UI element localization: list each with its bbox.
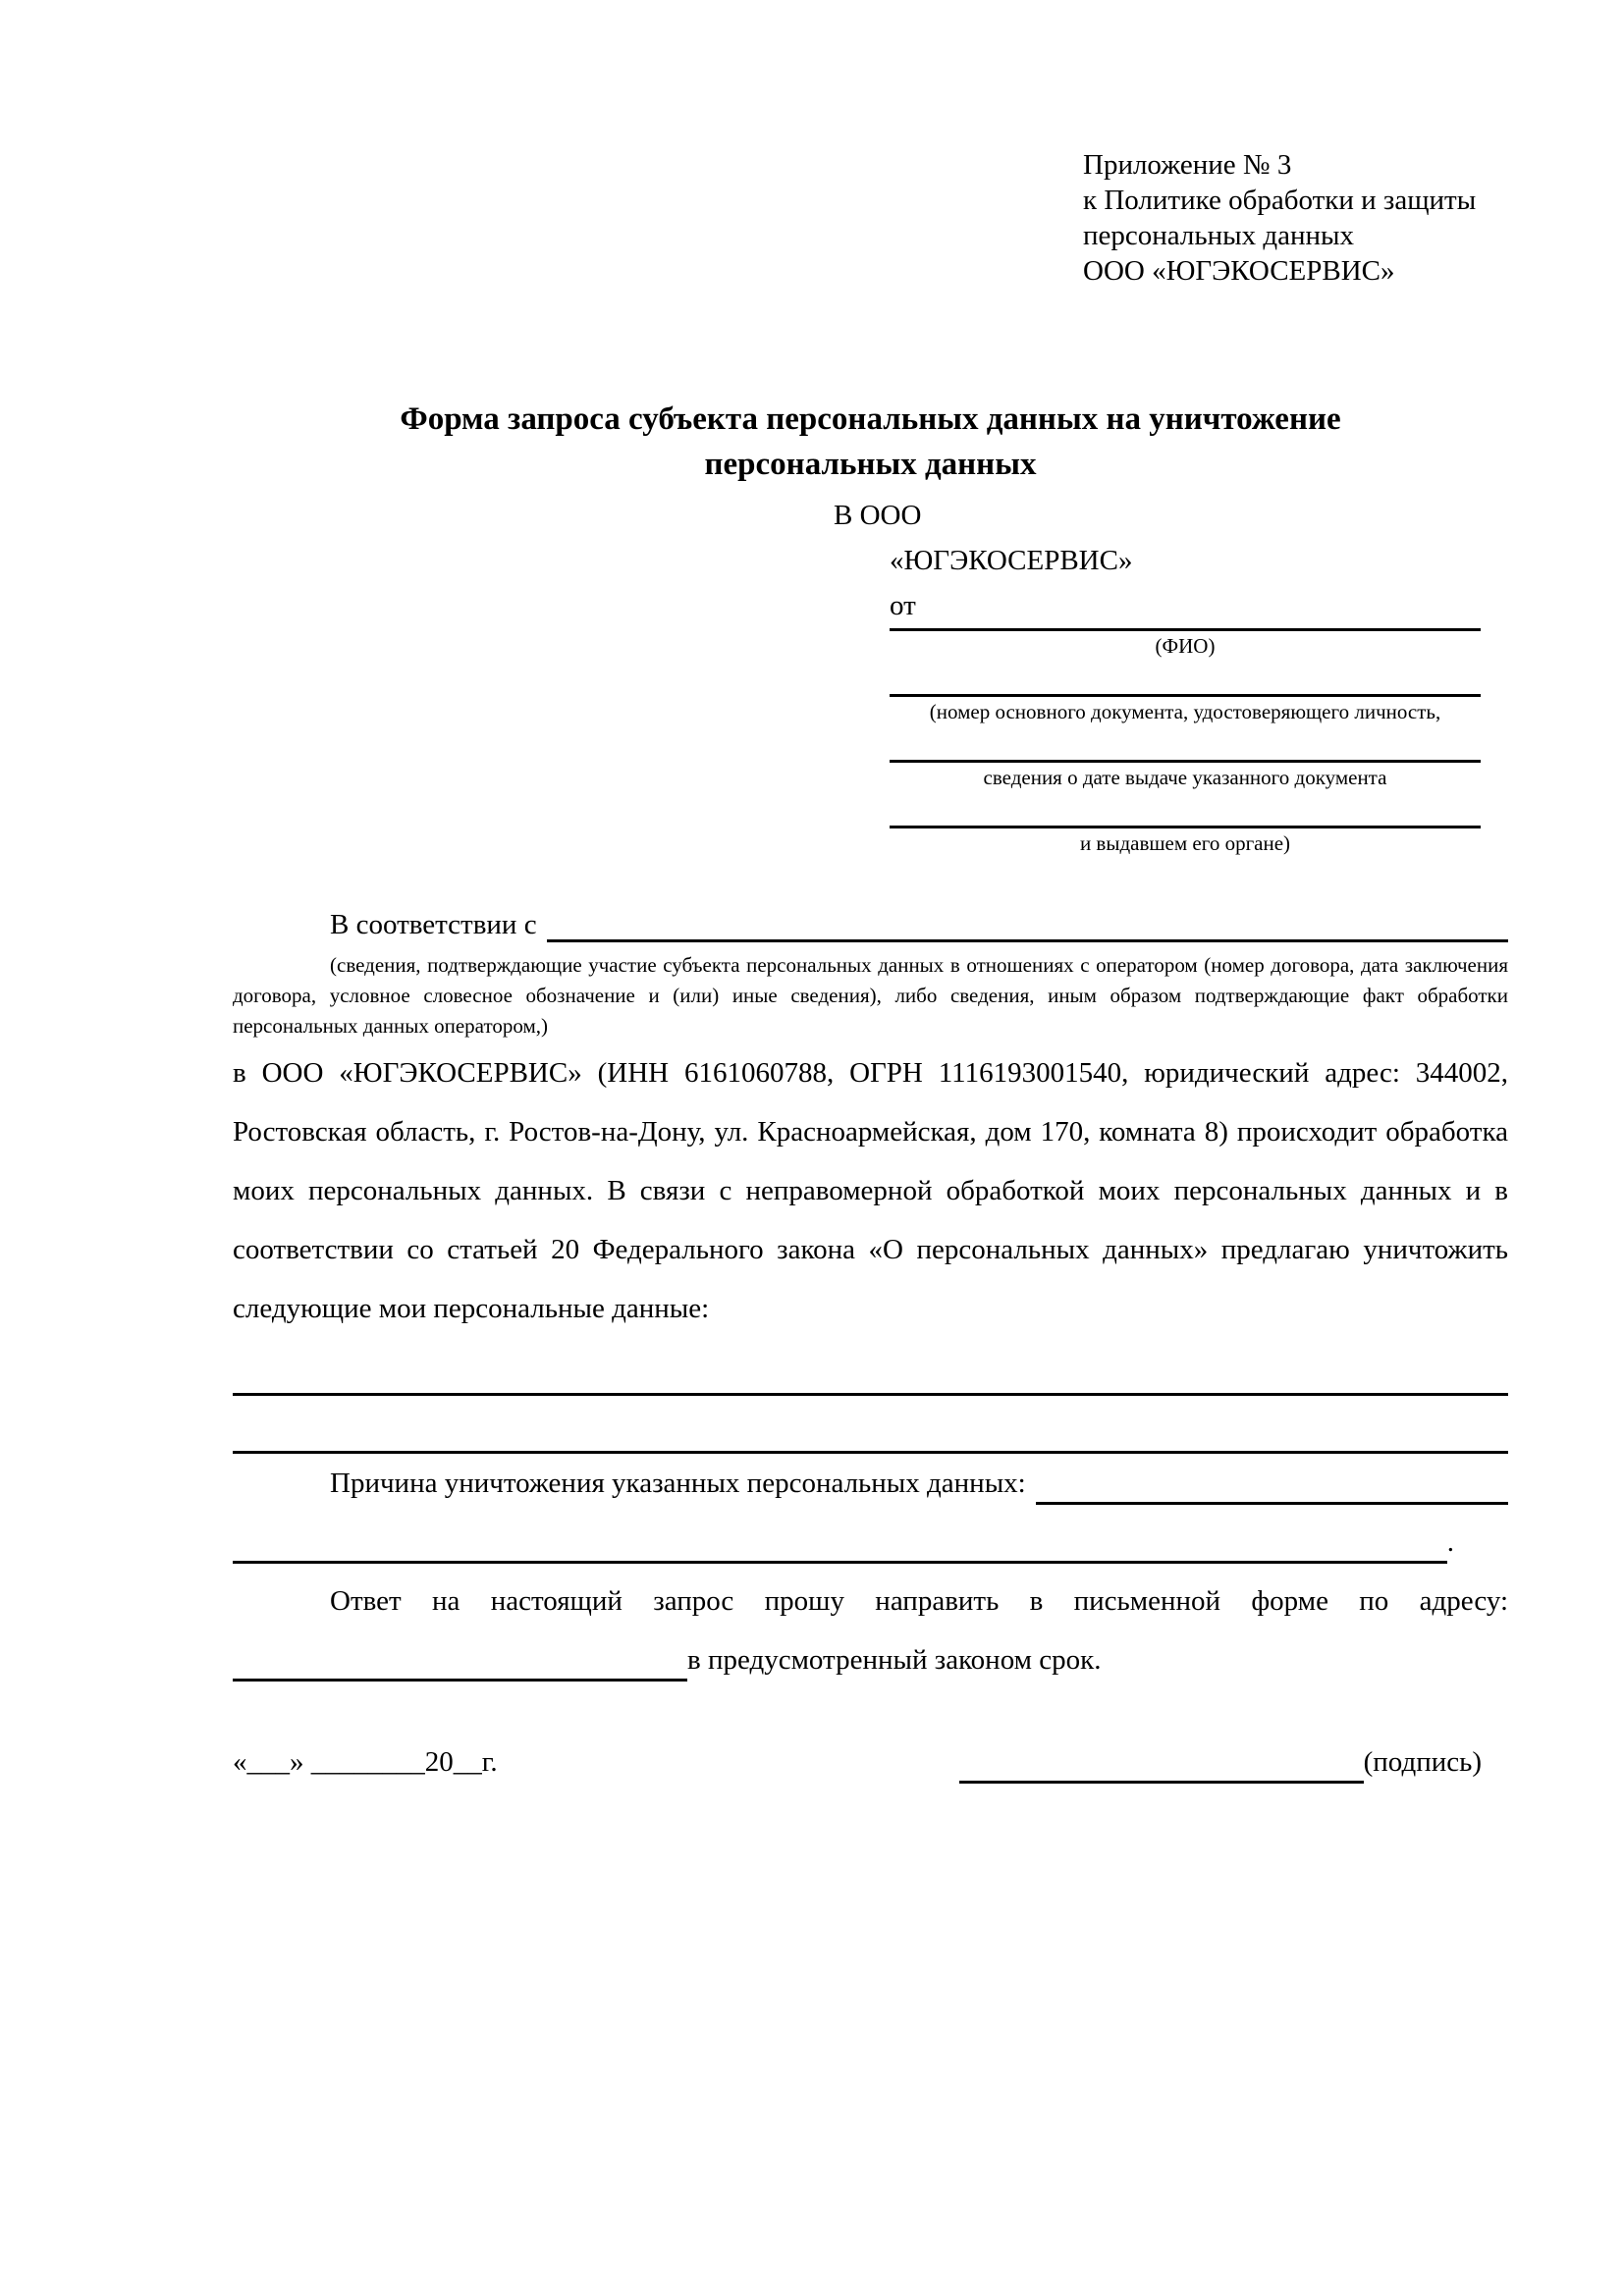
document-number-caption: (номер основного документа, удостоверяющего личность, xyxy=(929,700,1441,723)
accordance-row xyxy=(233,903,1508,946)
fio-blank-group xyxy=(890,628,1481,659)
issuing-authority-blank-group xyxy=(890,826,1481,856)
reason-continuation-blank-line xyxy=(233,1561,1447,1564)
accordance-label: В соответствии с xyxy=(330,909,537,940)
fio-caption: (ФИО) xyxy=(1155,634,1216,658)
response-address-blank-line xyxy=(233,1679,687,1682)
addressee-line-from: от xyxy=(890,590,916,621)
signature-area xyxy=(959,1733,1508,1791)
addressee-line-in-ooo: В ООО xyxy=(834,500,922,531)
reason-period: . xyxy=(1446,1526,1454,1558)
appendix-line: Приложение № 3 xyxy=(1083,149,1292,181)
date-line: «___» ________20__г. xyxy=(233,1746,498,1778)
personal-data-blank-line-1 xyxy=(233,1338,1508,1396)
reason-blank-line xyxy=(1036,1454,1508,1505)
addressee-line-org: «ЮГЭКОСЕРВИС» xyxy=(890,545,1133,576)
signature-caption: (подпись) xyxy=(1363,1746,1482,1778)
issue-date-caption: сведения о дате выдаче указанного документа xyxy=(983,766,1387,789)
personal-data-blank-line-2 xyxy=(233,1396,1508,1454)
response-address-row xyxy=(233,1630,1508,1689)
body-paragraph: в ООО «ЮГЭКОСЕРВИС» (ИНН 6161060788, ОГРН 1116193001540, юридический адрес: 344002, Ростовская область, г. Ростов-на-Дону, ул. Красноармейская, дом 170, комната 8) происходит обработка моих персональных данных. В связи с неправомерной обработкой моих персональных данных и в соответствии со статьей 20 Федерального закона «О персональных данных» предлагаю уничтожить следующие мои персональные данные: xyxy=(233,1057,1508,1324)
reason-row xyxy=(233,1454,1508,1513)
reason-continuation-row xyxy=(233,1513,1508,1572)
fine-print-note: (сведения, подтверждающие участие субъекта персональных данных в отношениях с оператором (номер договора, дата заключения договора, условное словесное обозначение и (или) иные сведения), либо сведения, иным образом подтверждающие факт обработки персональных данных оператором,) xyxy=(233,953,1508,1038)
date-signature-row xyxy=(233,1733,1508,1791)
document-number-blank-group xyxy=(890,694,1481,724)
response-term-text: в предусмотренный законом срок. xyxy=(687,1644,1102,1676)
issue-date-blank-group xyxy=(890,760,1481,790)
appendix-line: ООО «ЮГЭКОСЕРВИС» xyxy=(1083,255,1395,287)
addressee-block xyxy=(233,493,1508,856)
appendix-line: к Политике обработки и защиты xyxy=(1083,185,1477,216)
document-title: Форма запроса субъекта персональных данных на уничтожение персональных данных xyxy=(400,401,1341,482)
appendix-line: персональных данных xyxy=(1083,220,1355,251)
issuing-authority-caption: и выдавшем его органе) xyxy=(1079,831,1291,855)
appendix-header xyxy=(1083,147,1508,289)
reason-label: Причина уничтожения указанных персональных данных: xyxy=(330,1468,1026,1499)
response-request-line: Ответ на настоящий запрос прошу направить в письменной форме по адресу: xyxy=(330,1585,1508,1617)
accordance-blank-line xyxy=(547,903,1508,942)
signature-blank-line xyxy=(959,1781,1364,1784)
